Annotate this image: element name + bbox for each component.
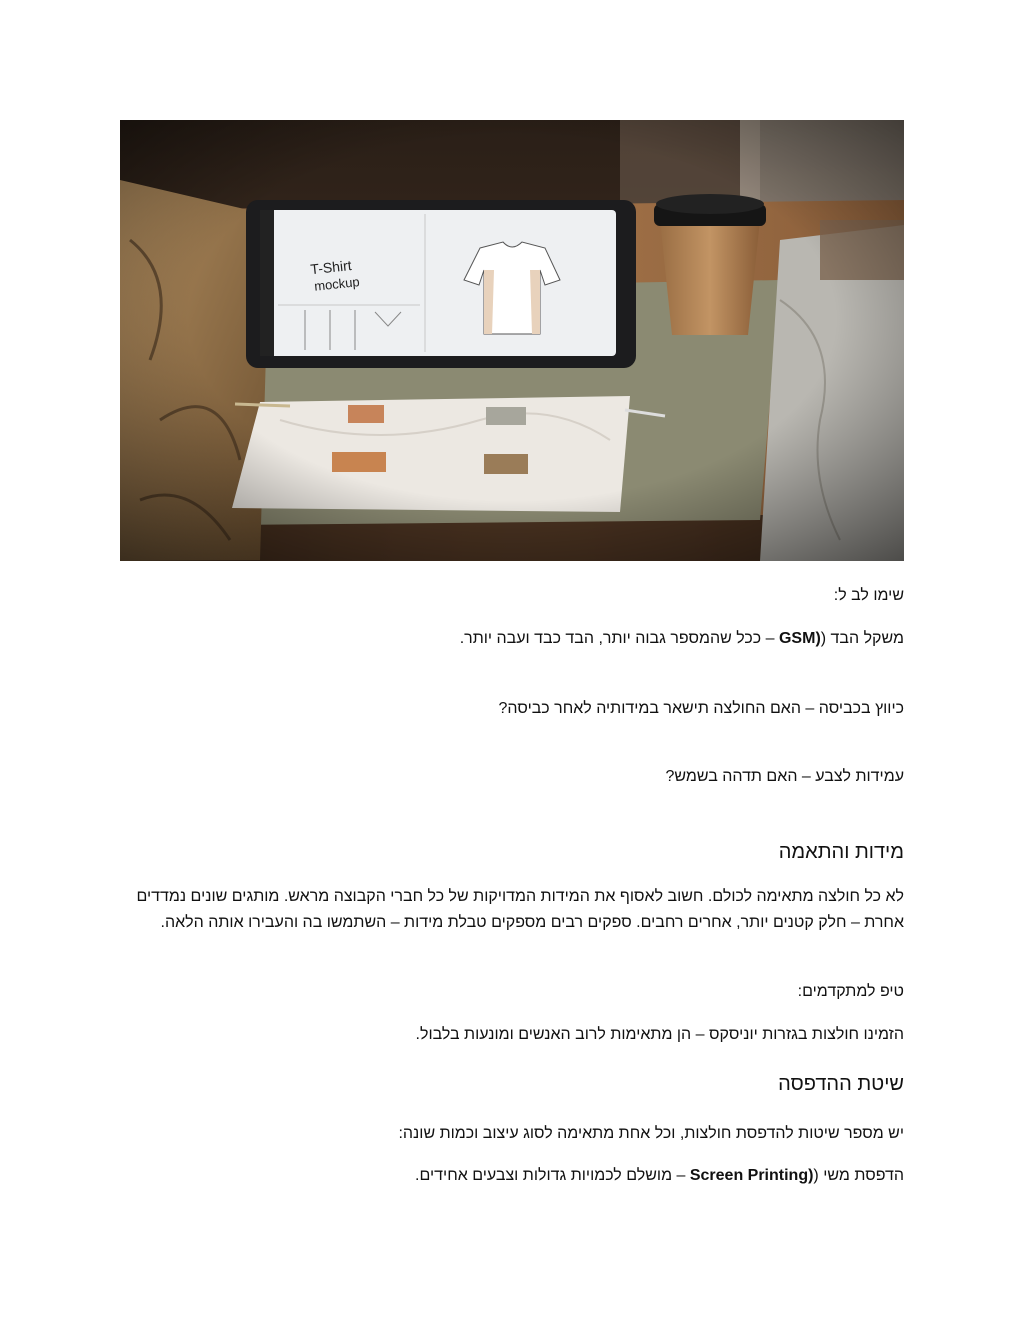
tip-label: טיפ למתקדמים: (797, 983, 904, 1000)
fabric-weight-pre: משקל הבד ( (820, 630, 904, 647)
notes-intro: שימו לב ל: (833, 587, 904, 604)
hero-photo (120, 120, 904, 561)
shrinkage-line: כיווץ בכביסה – האם החולצה תישאר במידותיה לאחר כביסה? (498, 700, 904, 717)
print-intro: יש מספר שיטות להדפסת חולצות, וכל אחת מתאימה לסוג עיצוב וכמות שונה: (398, 1125, 904, 1142)
tip-text: הזמינו חולצות בגזרות יוניסקס – הן מתאימות לרוב האנשים ומונעות בלבול. (415, 1026, 904, 1043)
fabric-weight-gsm: (GSM (778, 630, 821, 647)
screen-printing-post: – מושלם לכמויות גדולות וצבעים אחידים. (415, 1167, 690, 1184)
screen-printing-term: (Screen Printing (689, 1167, 814, 1184)
sizes-heading: מידות והתאמה (778, 841, 904, 863)
screen-printing-pre: הדפסת משי ( (813, 1167, 904, 1184)
print-heading: שיטת ההדפסה (778, 1073, 904, 1095)
fabric-weight-post: – ככל שהמספר גבוה יותר, הבד כבד ועבה יותר. (459, 630, 779, 647)
fabric-weight-line (120, 627, 904, 651)
sizes-paragraph: לא כל חולצה מתאימה לכולם. חשוב לאסוף את המידות המדויקות של כל חברי הקבוצה מראש. מותגים שונים נמדדים אחרת – חלק קטנים יותר, אחרים רחבים. ספקים רבים מספקים טבלת מידות – השתמשו בה והעבירו אותה הלאה. (136, 888, 904, 931)
screen-printing-line (120, 1164, 904, 1188)
color-fastness-line: עמידות לצבע – האם תדהה בשמש? (665, 768, 904, 785)
